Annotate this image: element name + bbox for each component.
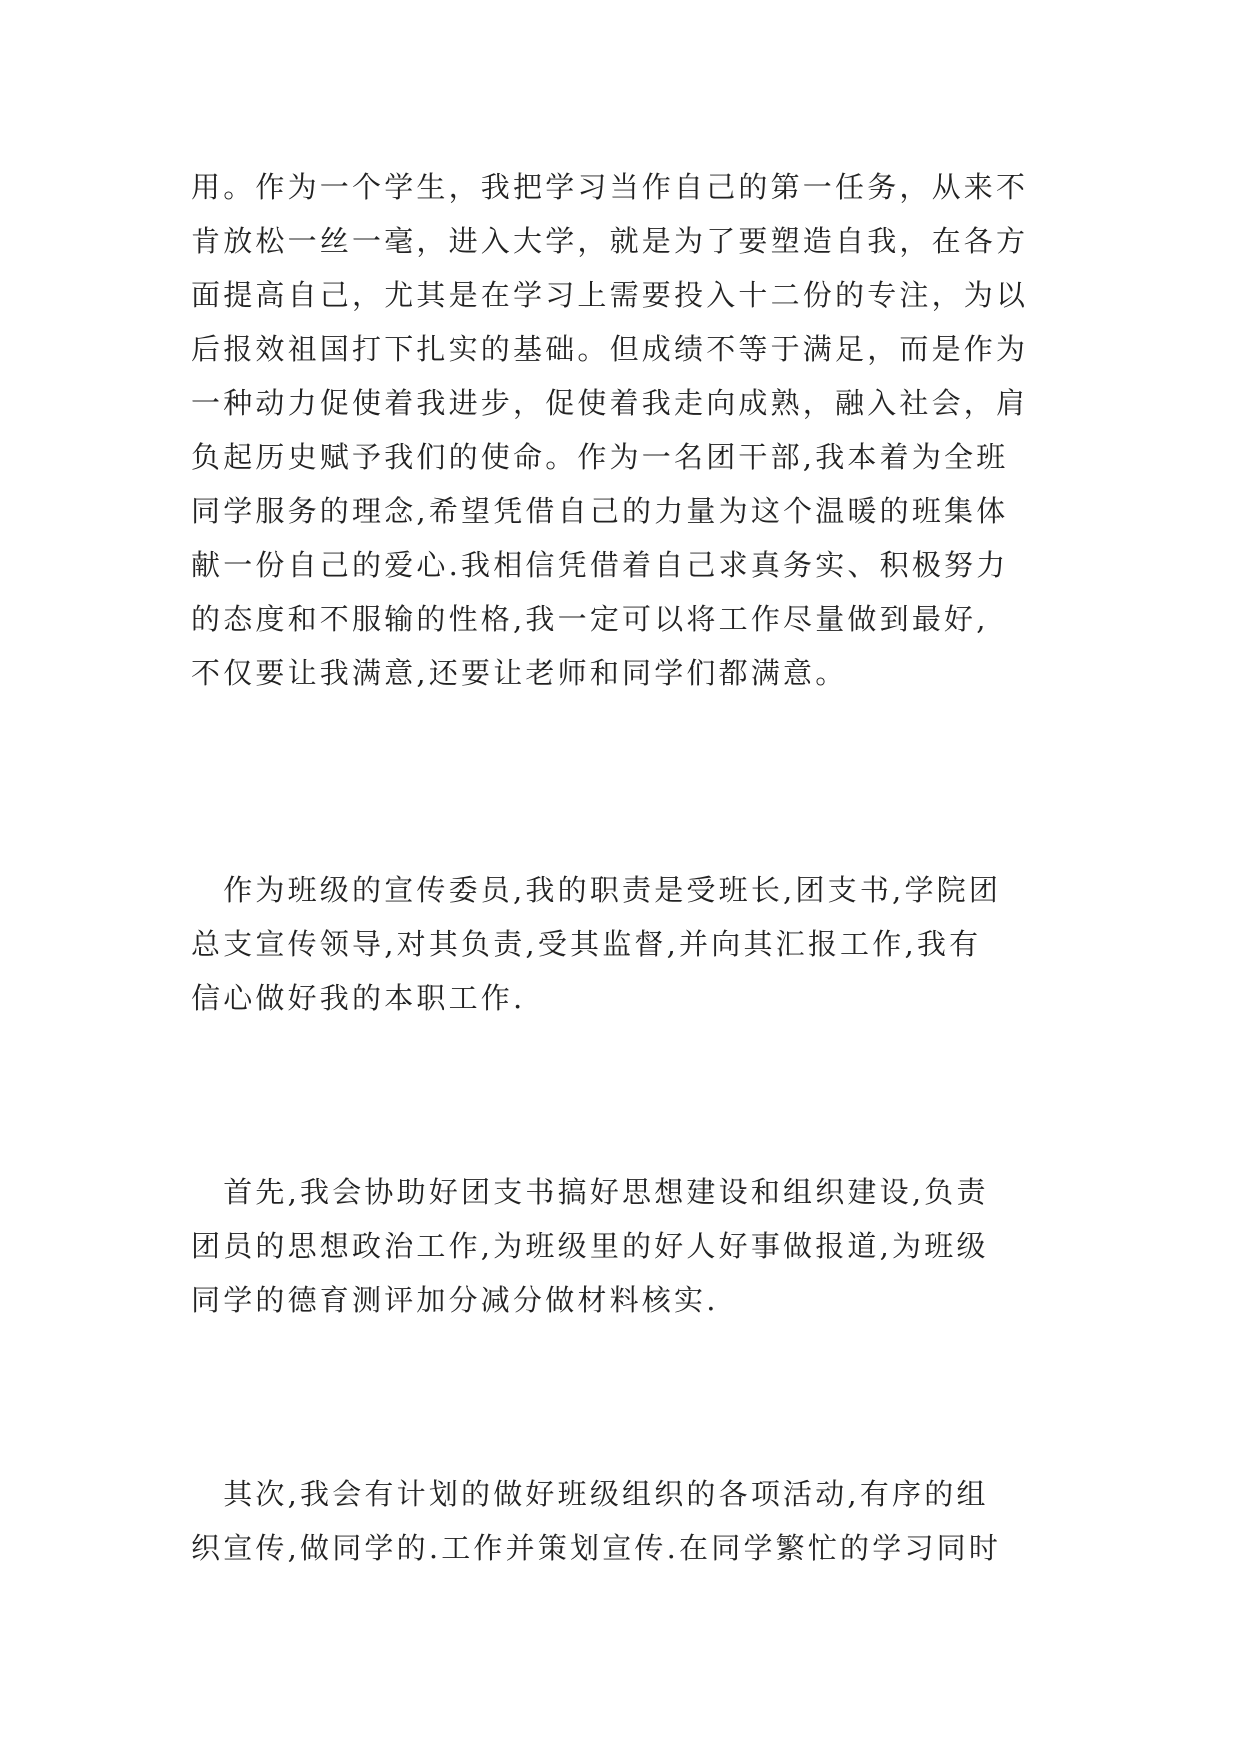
text-line: 作为班级的宣传委员,我的职责是受班长,团支书,学院团 xyxy=(191,873,1002,907)
text-line: 信心做好我的本职工作. xyxy=(191,981,526,1015)
text-line: 不仅要让我满意,还要让老师和同学们都满意。 xyxy=(191,656,848,690)
text-line: 同学的德育测评加分减分做材料核实. xyxy=(191,1283,719,1317)
text-line: 献一份自己的爱心.我相信凭借着自己求真务实、积极努力 xyxy=(191,548,1009,582)
text-line: 肯放松一丝一毫，进入大学，就是为了要塑造自我，在各方 xyxy=(191,224,1029,258)
text-line: 的态度和不服输的性格,我一定可以将工作尽量做到最好, xyxy=(191,602,989,636)
text-line: 团员的思想政治工作,为班级里的好人好事做报道,为班级 xyxy=(191,1229,989,1263)
paragraph-2 xyxy=(191,863,1051,1025)
text-line: 其次,我会有计划的做好班级组织的各项活动,有序的组 xyxy=(191,1477,989,1511)
text-line: 织宣传,做同学的.工作并策划宣传.在同学繁忙的学习同时 xyxy=(191,1531,1002,1565)
paragraph-3 xyxy=(191,1165,1051,1327)
text-line: 后报效祖国打下扎实的基础。但成绩不等于满足，而是作为 xyxy=(191,332,1029,366)
paragraph-4 xyxy=(191,1467,1051,1575)
paragraph-1 xyxy=(191,160,1051,700)
text-line: 负起历史赋予我们的使命。作为一名团干部,我本着为全班 xyxy=(191,440,1009,474)
text-line: 用。作为一个学生，我把学习当作自己的第一任务，从来不 xyxy=(191,170,1029,204)
text-line: 总支宣传领导,对其负责,受其监督,并向其汇报工作,我有 xyxy=(191,927,982,961)
text-line: 一种动力促使着我进步，促使着我走向成熟，融入社会，肩 xyxy=(191,386,1029,420)
text-line: 面提高自己，尤其是在学习上需要投入十二份的专注，为以 xyxy=(191,278,1029,312)
text-line: 首先,我会协助好团支书搞好思想建设和组织建设,负责 xyxy=(191,1175,989,1209)
text-line: 同学服务的理念,希望凭借自己的力量为这个温暖的班集体 xyxy=(191,494,1009,528)
